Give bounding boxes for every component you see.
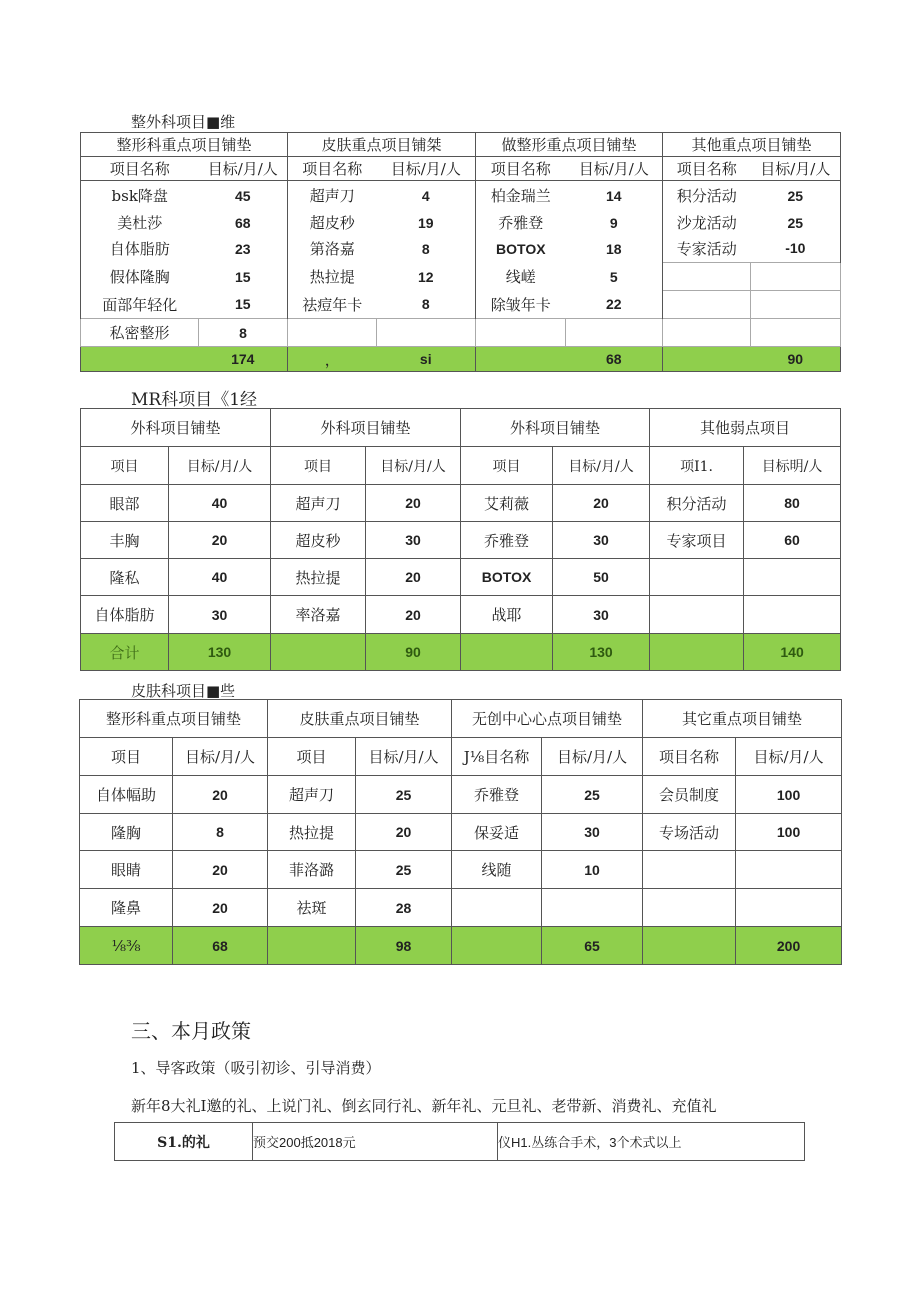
table-row: [80, 776, 842, 814]
s2-cell: 乔雅登: [461, 522, 553, 559]
s2-cell: [650, 559, 744, 596]
s2-total: 140: [744, 634, 841, 671]
s1-cell: [751, 319, 841, 347]
policy-table: [114, 1122, 805, 1161]
s2-cell: 30: [366, 522, 461, 559]
s1-total: si: [377, 347, 476, 372]
s3-cell: 20: [173, 889, 268, 927]
s3-cell: [542, 889, 643, 927]
s2-sub: 目标/月/人: [169, 447, 271, 485]
s1-sub: 项目名称: [288, 157, 377, 181]
s1-sub: 目标/月/人: [566, 157, 663, 181]
s1-cell: 超皮秒: [309, 214, 355, 232]
s1-cell: bsk降盘: [81, 181, 199, 211]
s2-sub: 项目: [461, 447, 553, 485]
s3-sub: J⅛目名称: [452, 738, 542, 776]
table-row: [81, 181, 841, 211]
policy-line: 新年8大礼I邀的礼、上说门礼、倒玄同行礼、新年礼、元旦礼、老带新、消费礼、充值礼: [131, 1097, 717, 1115]
s2-header-2: 外科项目铺垫: [271, 409, 461, 447]
s1-header-3: 做整形重点项目铺垫: [476, 133, 663, 157]
s1-cell: 积分活动: [676, 187, 737, 206]
s1-cell: 美杜莎: [81, 211, 199, 235]
s3-total: 68: [173, 927, 268, 965]
s2-cell: 30: [169, 596, 271, 634]
s2-sub: 目标明/人: [744, 447, 841, 485]
s1-cell: 专家活动: [676, 239, 737, 258]
s1-total: 68: [566, 347, 663, 372]
s3-total: 65: [542, 927, 643, 965]
s3-cell: 乔雅登: [452, 776, 542, 814]
s3-cell: 25: [356, 851, 452, 889]
total-row: [81, 347, 841, 372]
s3-sub: 项目: [80, 738, 173, 776]
s3-cell: 专场活动: [643, 814, 736, 851]
s1-cell: [663, 291, 751, 319]
section1-table: [80, 132, 841, 372]
table-row: [81, 559, 841, 596]
s1-header-2: 皮肤重点项目铺桀: [288, 133, 476, 157]
s2-cell: 80: [744, 485, 841, 522]
s1-sub: 项目名称: [663, 157, 751, 181]
s3-total: ⅛⅜: [80, 927, 173, 965]
s3-cell: 眼睛: [80, 851, 173, 889]
table-row: [80, 851, 842, 889]
s1-cell: BOTOX: [496, 240, 546, 257]
s1-cell: 假体隆胸: [81, 263, 199, 291]
s2-cell: 40: [169, 485, 271, 522]
s1-cell: 23: [199, 235, 288, 263]
s3-sub: 目标/月/人: [542, 738, 643, 776]
s3-total: [643, 927, 736, 965]
s3-cell: [736, 889, 842, 927]
s3-cell: 隆胸: [80, 814, 173, 851]
s1-cell: 8: [377, 235, 476, 263]
s1-cell: 私密整形: [81, 319, 199, 347]
s2-cell: 丰胸: [81, 522, 169, 559]
s2-cell: [744, 559, 841, 596]
table-row: [81, 263, 841, 291]
s1-cell: 乔雅登: [498, 214, 544, 232]
s1-cell: -10: [751, 235, 841, 263]
section2-title: MR科项目《1经: [131, 390, 258, 410]
s2-cell: 超声刀: [271, 485, 366, 522]
s1-cell: 祛痘年卡: [302, 295, 363, 314]
s1-cell: [751, 291, 841, 319]
s1-cell: 沙龙活动: [676, 214, 737, 232]
s2-cell: 50: [553, 559, 650, 596]
s1-cell: 8: [199, 319, 288, 347]
s1-cell: [663, 263, 751, 291]
s3-header-4: 其它重点项目铺垫: [643, 700, 842, 738]
s3-cell: 25: [356, 776, 452, 814]
s1-cell: 柏金瑞兰: [490, 187, 551, 206]
policy-cell: 预交200抵2018元: [253, 1123, 498, 1161]
s2-cell: 率洛嘉: [271, 596, 366, 634]
s3-cell: [736, 851, 842, 889]
s3-header-3: 无创中心心点项目铺垫: [452, 700, 643, 738]
s3-sub: 目标/月/人: [356, 738, 452, 776]
section3-title: 皮肤科项目■些: [131, 682, 236, 700]
s1-cell: 68: [199, 211, 288, 235]
table-row: [80, 814, 842, 851]
s2-cell: 热拉提: [271, 559, 366, 596]
s2-total: [461, 634, 553, 671]
s3-cell: 30: [542, 814, 643, 851]
s1-sub: 目标/月/人: [377, 157, 476, 181]
s2-cell: 积分活动: [650, 485, 744, 522]
s1-total: 90: [751, 347, 841, 372]
s2-total: [650, 634, 744, 671]
s1-sub: 目标/月/人: [751, 157, 841, 181]
s2-total: 130: [169, 634, 271, 671]
s1-cell: 热拉提: [309, 268, 355, 286]
s2-total: [271, 634, 366, 671]
s3-sub: 目标/月/人: [736, 738, 842, 776]
s2-cell: 20: [366, 559, 461, 596]
s2-subheader-row: [81, 447, 841, 485]
s1-total: ，: [288, 347, 377, 372]
s1-cell: 14: [566, 181, 663, 211]
s1-cell: 22: [566, 291, 663, 319]
s1-header-4: 其他重点项目铺垫: [663, 133, 841, 157]
s2-cell: 40: [169, 559, 271, 596]
s2-header-4: 其他弱点项目: [650, 409, 841, 447]
table-row: [80, 889, 842, 927]
s3-cell: 热拉提: [268, 814, 356, 851]
s1-cell: 自体脂肪: [81, 235, 199, 263]
section2-table: [80, 408, 841, 671]
s3-cell: 会员制度: [643, 776, 736, 814]
s3-sub: 目标/月/人: [173, 738, 268, 776]
s1-cell: 5: [566, 263, 663, 291]
s3-cell: 自体幅助: [80, 776, 173, 814]
s1-total: [663, 347, 751, 372]
s3-total: [268, 927, 356, 965]
s1-cell: [476, 319, 566, 347]
s3-cell: [643, 889, 736, 927]
s2-sub: 项I1.: [650, 447, 744, 485]
section3-table: [79, 699, 842, 965]
s1-cell: 15: [199, 263, 288, 291]
s3-cell: 祛斑: [268, 889, 356, 927]
table-row: [81, 485, 841, 522]
table-row: [81, 319, 841, 347]
s3-header-1: 整形科重点项目铺垫: [80, 700, 268, 738]
s3-cell: [643, 851, 736, 889]
policy-item-1: 1、导客政策（吸引初诊、引导消费）: [131, 1059, 381, 1077]
s1-cell: 45: [199, 181, 288, 211]
s1-cell: 第洛嘉: [309, 240, 355, 258]
section1-title: 整外科项目■维: [131, 113, 236, 131]
s1-cell: [377, 319, 476, 347]
s1-cell: 4: [377, 181, 476, 211]
s2-cell: 60: [744, 522, 841, 559]
s1-cell: [663, 319, 751, 347]
s1-cell: 25: [751, 181, 841, 211]
s1-cell: 19: [377, 211, 476, 235]
s1-cell: 18: [566, 235, 663, 263]
s2-cell: 专家项目: [650, 522, 744, 559]
s1-cell: 面部年轻化: [81, 291, 199, 319]
s3-total: 200: [736, 927, 842, 965]
table-row: [81, 211, 841, 235]
s3-header-2: 皮肤重点项目铺垫: [268, 700, 452, 738]
table-row: [81, 596, 841, 634]
s3-total: 98: [356, 927, 452, 965]
s3-cell: 10: [542, 851, 643, 889]
s2-cell: BOTOX: [461, 559, 553, 596]
s1-cell: 线嵯: [505, 268, 536, 286]
s1-cell: 除皱年卡: [490, 295, 551, 314]
s3-sub: 项目: [268, 738, 356, 776]
s1-cell: 12: [377, 263, 476, 291]
s3-cell: 28: [356, 889, 452, 927]
s3-cell: 100: [736, 814, 842, 851]
s2-cell: 眼部: [81, 485, 169, 522]
table-row: [115, 1123, 805, 1161]
s2-cell: 20: [553, 485, 650, 522]
s2-cell: 20: [366, 485, 461, 522]
s1-sub: 项目名称: [476, 157, 566, 181]
s1-total: [81, 347, 199, 372]
s1-cell: 超声刀: [309, 187, 355, 206]
s1-cell: 9: [566, 211, 663, 235]
total-row: [80, 927, 842, 965]
s3-subheader-row: [80, 738, 842, 776]
s1-total: 174: [199, 347, 288, 372]
total-row: [81, 634, 841, 671]
s1-cell: 25: [751, 211, 841, 235]
s3-cell: 25: [542, 776, 643, 814]
table-row: [81, 235, 841, 263]
s2-cell: [650, 596, 744, 634]
s2-cell: 20: [169, 522, 271, 559]
s1-sub: 项目名称: [81, 157, 199, 181]
s1-total: [476, 347, 566, 372]
s2-total: 90: [366, 634, 461, 671]
s2-cell: 战耶: [461, 596, 553, 634]
s2-cell: 隆私: [81, 559, 169, 596]
s3-cell: 超声刀: [268, 776, 356, 814]
s3-cell: 隆鼻: [80, 889, 173, 927]
s2-total: 合计: [81, 634, 169, 671]
s2-header-1: 外科项目铺垫: [81, 409, 271, 447]
policy-cell: 仪H1.丛练合手术，3个术式以上: [498, 1123, 805, 1161]
s3-total: [452, 927, 542, 965]
s3-cell: 20: [356, 814, 452, 851]
table-row: [81, 291, 841, 319]
s2-cell: 艾莉薇: [461, 485, 553, 522]
s2-cell: 30: [553, 596, 650, 634]
s2-cell: 超皮秒: [271, 522, 366, 559]
policy-cell: S1.的礼: [115, 1123, 253, 1161]
s3-cell: 20: [173, 776, 268, 814]
s1-cell: [566, 319, 663, 347]
s1-header-1: 整形科重点项目铺垫: [81, 133, 288, 157]
policy-heading: 三、本月政策: [131, 1021, 251, 1043]
s2-sub: 项目: [81, 447, 169, 485]
s2-sub: 目标/月/人: [553, 447, 650, 485]
s2-header-3: 外科项目铺垫: [461, 409, 650, 447]
s3-cell: 20: [173, 851, 268, 889]
s2-cell: 自体脂肪: [81, 596, 169, 634]
s3-sub: 项目名称: [643, 738, 736, 776]
s2-cell: [744, 596, 841, 634]
s1-cell: [751, 263, 841, 291]
s2-sub: 目标/月/人: [366, 447, 461, 485]
s3-cell: 线随: [452, 851, 542, 889]
s3-cell: 8: [173, 814, 268, 851]
s3-cell: 菲洛潞: [268, 851, 356, 889]
s2-sub: 项目: [271, 447, 366, 485]
s2-cell: 30: [553, 522, 650, 559]
s2-cell: 20: [366, 596, 461, 634]
s3-cell: [452, 889, 542, 927]
s1-cell: 15: [199, 291, 288, 319]
s3-cell: 100: [736, 776, 842, 814]
s1-sub: 目标/月/人: [199, 157, 288, 181]
s1-cell: 8: [377, 291, 476, 319]
s2-total: 130: [553, 634, 650, 671]
table-row: [81, 522, 841, 559]
s3-cell: 保妥适: [452, 814, 542, 851]
s1-cell: [288, 319, 377, 347]
